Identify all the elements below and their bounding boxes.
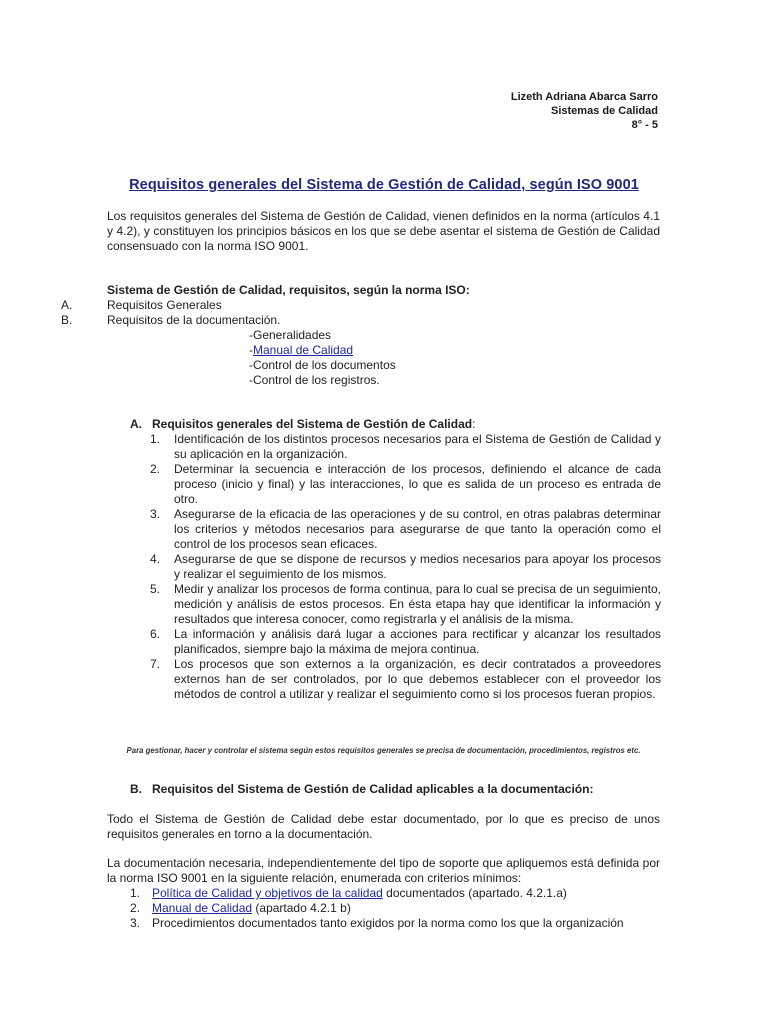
overview-item-b xyxy=(61,313,280,328)
intro-paragraph: Los requisitos generales del Sistema de Gestión de Calidad, vienen definidos en la norma (artículos 4.1 y 4.2), y constituyen los principios básicos en los que se debe asentar el sistema de Gestión de Calidad consensuado con la norma ISO 9001. xyxy=(107,209,660,253)
author-name: Lizeth Adriana Abarca Sarro xyxy=(510,91,658,103)
item-letter: A. xyxy=(61,298,73,312)
list-item xyxy=(130,886,661,901)
group-label: 8° - 5 xyxy=(631,119,658,131)
manual-calidad-link[interactable]: Manual de Calidad xyxy=(253,343,354,357)
list-number: 5. xyxy=(150,582,161,596)
section-title: Requisitos generales del Sistema de Gestión de Calidad xyxy=(152,417,473,431)
politica-calidad-link[interactable]: Política de Calidad y objetivos de la calidad xyxy=(152,886,383,900)
overview-heading: Sistema de Gestión de Calidad, requisitos, según la norma ISO: xyxy=(107,283,470,297)
list-text: (apartado 4.2.1 b) xyxy=(252,901,351,915)
list-item xyxy=(150,462,661,507)
section-label: B. xyxy=(130,782,142,796)
section-label: A. xyxy=(130,417,142,431)
documentation-sublist xyxy=(249,328,396,388)
list-text: Asegurarse de la eficacia de las operaciones y de su control, en otras palabras determinar los criterios y métodos necesarios para asegurarse de que tanto la operación como el control de los procesos sean eficaces. xyxy=(174,507,661,551)
list-item xyxy=(150,507,661,552)
list-text: Asegurarse de que se dispone de recursos y medios necesarios para apoyar los procesos y realizar el seguimiento de los mismos. xyxy=(174,552,661,581)
item-letter: B. xyxy=(61,313,73,327)
list-item xyxy=(130,901,661,916)
section-a-heading xyxy=(130,417,475,431)
list-item xyxy=(150,432,661,462)
list-number: 4. xyxy=(150,552,161,566)
subitem-control-registros: -Control de los registros. xyxy=(249,373,380,387)
list-number: 1. xyxy=(150,432,161,446)
list-item xyxy=(150,582,661,627)
document-title: Requisitos generales del Sistema de Gestión de Calidad, según ISO 9001 xyxy=(129,177,639,193)
list-text: Los procesos que son externos a la organización, es decir contratados a proveedores externos han de ser controlados, por lo que debemos establecer con el proveedor los métodos de control a utilizar y realizar el seguimiento como si los procesos fueran propios. xyxy=(174,657,661,701)
subitem-control-documentos: -Control de los documentos xyxy=(249,358,396,372)
list-number: 2. xyxy=(150,462,161,476)
list-text: La información y análisis dará lugar a acciones para rectificar y alcanzar los resultados planificados, siempre bajo la máxima de mejora continua. xyxy=(174,627,661,656)
overview-item-a xyxy=(61,298,222,313)
list-item xyxy=(150,657,661,702)
section-a-note: Para gestionar, hacer y controlar el sistema según estos requisitos generales se precisa de documentación, procedimientos, registros etc. xyxy=(126,746,641,755)
list-number: 2. xyxy=(130,901,141,915)
list-text: Determinar la secuencia e interacción de los procesos, definiendo el alcance de cada proceso (inicio y final) y las interacciones, lo que es salida de un proceso es entrada de otro. xyxy=(174,462,661,506)
section-title: Requisitos del Sistema de Gestión de Calidad aplicables a la documentación: xyxy=(152,782,594,796)
section-colon: : xyxy=(472,417,476,431)
list-number: 3. xyxy=(150,507,161,521)
section-b-paragraph-2: La documentación necesaria, independientemente del tipo de soporte que apliquemos está definida por la norma ISO 9001 en la siguiente relación, enumerada con criterios mínimos: xyxy=(107,856,660,885)
list-number: 1. xyxy=(130,886,141,900)
section-a-list xyxy=(150,432,661,702)
list-text: Identificación de los distintos procesos necesarios para el Sistema de Gestión de Calidad y su aplicación en la organización. xyxy=(174,432,661,461)
section-b-list xyxy=(130,886,661,931)
list-text: Procedimientos documentados tanto exigidos por la norma como los que la organización xyxy=(152,916,624,930)
item-text: Requisitos Generales xyxy=(107,298,222,312)
subitem-manual xyxy=(249,343,396,358)
manual-calidad-link[interactable]: Manual de Calidad xyxy=(152,901,253,915)
list-item xyxy=(130,916,661,931)
list-number: 7. xyxy=(150,657,161,671)
subitem-generalidades: -Generalidades xyxy=(249,328,332,342)
section-b-heading xyxy=(130,782,593,796)
section-b-paragraph-1: Todo el Sistema de Gestión de Calidad debe estar documentado, por lo que es preciso de unos requisitos generales en torno a la documentación. xyxy=(107,812,660,841)
list-number: 3. xyxy=(130,916,141,930)
item-text: Requisitos de la documentación. xyxy=(107,313,281,327)
list-text: documentados (apartado. 4.2.1.a) xyxy=(382,886,567,900)
list-item xyxy=(150,627,661,657)
author-header xyxy=(511,90,658,132)
course-name: Sistemas de Calidad xyxy=(551,105,658,117)
list-text: Medir y analizar los procesos de forma continua, para lo cual se precisa de un seguimiento, medición y análisis de estos procesos. En ésta etapa hay que identificar la información y resultados que interesa conocer, como registrarla y el análisis de la misma. xyxy=(174,582,661,626)
list-number: 6. xyxy=(150,627,161,641)
list-item xyxy=(150,552,661,582)
subitem-dash: - xyxy=(249,343,253,357)
